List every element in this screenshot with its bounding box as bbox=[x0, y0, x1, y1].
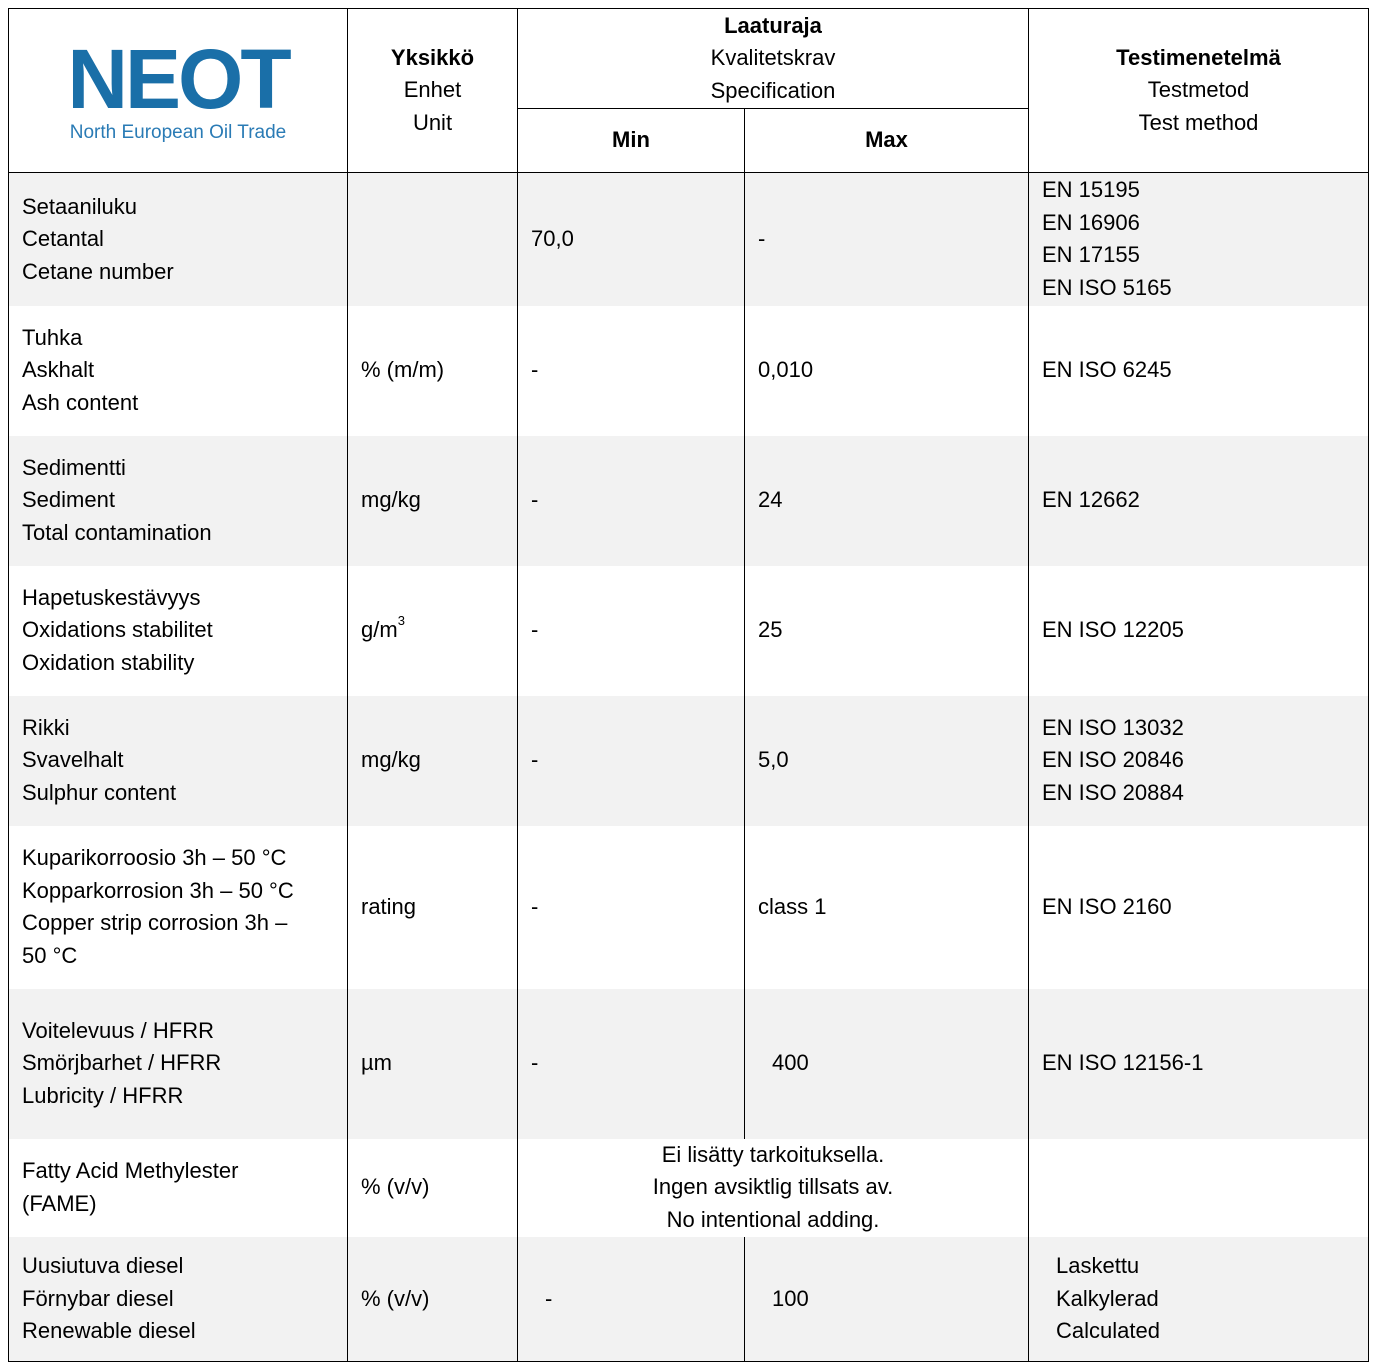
table-row bbox=[9, 1139, 1369, 1237]
specification-header bbox=[518, 9, 1029, 109]
table-row bbox=[9, 566, 1369, 696]
property-name-cell bbox=[9, 826, 348, 989]
cell-line: Förnybar diesel bbox=[22, 1285, 174, 1311]
cell-line: No intentional adding. bbox=[666, 1206, 880, 1232]
unit-value: g/m bbox=[361, 617, 398, 643]
max-cell: 100 bbox=[745, 1237, 1029, 1362]
table-row bbox=[9, 1237, 1369, 1362]
cell-line: Uusiutuva diesel bbox=[22, 1253, 184, 1278]
cell-line: EN 15195 bbox=[1042, 177, 1140, 203]
cell-line: EN 12662 bbox=[1042, 487, 1140, 513]
test-method-cell bbox=[1029, 826, 1369, 989]
property-name-cell bbox=[9, 173, 348, 306]
table-row bbox=[9, 696, 1369, 826]
unit-value: mg/kg bbox=[361, 747, 421, 773]
unit-cell bbox=[348, 436, 518, 566]
unit-cell bbox=[348, 826, 518, 989]
cell-line: Kopparkorrosion 3h – 50 °C bbox=[22, 877, 294, 903]
method-header-sv: Testmetod bbox=[1147, 77, 1250, 103]
unit-value: rating bbox=[361, 893, 417, 919]
logo-subtitle: North European Oil Trade bbox=[69, 121, 287, 143]
cell-line: Sulphur content bbox=[22, 779, 177, 805]
min-cell: - bbox=[518, 566, 745, 696]
cell-line: (FAME) bbox=[22, 1190, 97, 1216]
cell-line: EN ISO 12205 bbox=[1042, 617, 1184, 643]
cell-line: Kalkylerad bbox=[1056, 1285, 1159, 1311]
cell-line: 50 °C bbox=[22, 942, 78, 968]
cell-line: EN ISO 5165 bbox=[1042, 274, 1172, 300]
cell-line: Tuhka bbox=[22, 324, 83, 350]
max-cell: 25 bbox=[745, 566, 1029, 696]
min-cell: - bbox=[518, 696, 745, 826]
max-cell: 5,0 bbox=[745, 696, 1029, 826]
cell-line: Ingen avsiktlig tillsats av. bbox=[652, 1174, 894, 1200]
cell-line: Cetane number bbox=[22, 258, 174, 284]
unit-value: % (m/m) bbox=[361, 357, 445, 383]
cell-line: Rikki bbox=[22, 714, 70, 740]
unit-cell bbox=[348, 696, 518, 826]
unit-cell bbox=[348, 1237, 518, 1362]
cell-line: EN ISO 6245 bbox=[1042, 357, 1172, 383]
logo-wordmark: NEOT bbox=[67, 31, 289, 126]
max-cell: 24 bbox=[745, 436, 1029, 566]
unit-value: % (v/v) bbox=[361, 1174, 430, 1200]
max-cell: - bbox=[745, 173, 1029, 306]
test-method-cell bbox=[1029, 566, 1369, 696]
table-row bbox=[9, 306, 1369, 436]
table-row bbox=[9, 436, 1369, 566]
max-cell: 400 bbox=[745, 989, 1029, 1139]
cell-line: Lubricity / HFRR bbox=[22, 1082, 184, 1108]
test-method-cell bbox=[1029, 696, 1369, 826]
max-cell: class 1 bbox=[745, 826, 1029, 989]
cell-line: Copper strip corrosion 3h – bbox=[22, 910, 288, 935]
cell-line: Fatty Acid Methylester bbox=[22, 1158, 239, 1183]
cell-line: Sediment bbox=[22, 487, 115, 513]
cell-line: EN 17155 bbox=[1042, 242, 1140, 268]
table-body bbox=[9, 173, 1369, 1362]
test-method-cell bbox=[1029, 1237, 1369, 1362]
min-cell: - bbox=[518, 1237, 745, 1362]
method-header-fi: Testimenetelmä bbox=[1116, 44, 1281, 70]
spec-header-en: Specification bbox=[710, 77, 836, 103]
property-name-cell bbox=[9, 1139, 348, 1237]
merged-spec-cell bbox=[518, 1139, 1029, 1237]
cell-line: Oxidation stability bbox=[22, 649, 195, 675]
header-row-top bbox=[9, 9, 1369, 109]
cell-line: EN ISO 13032 bbox=[1042, 714, 1184, 740]
max-cell: 0,010 bbox=[745, 306, 1029, 436]
test-method-cell bbox=[1029, 1139, 1369, 1237]
table-row bbox=[9, 989, 1369, 1139]
cell-line: Smörjbarhet / HFRR bbox=[22, 1050, 222, 1076]
unit-header-sv: Enhet bbox=[403, 77, 462, 103]
unit-header bbox=[348, 9, 518, 173]
table-row bbox=[9, 826, 1369, 989]
cell-line: Askhalt bbox=[22, 357, 95, 383]
table-row bbox=[9, 173, 1369, 306]
unit-value: % (v/v) bbox=[361, 1285, 430, 1311]
cell-line: Kuparikorroosio 3h – 50 °C bbox=[22, 845, 287, 870]
test-method-header bbox=[1029, 9, 1369, 173]
cell-line: Hapetuskestävyys bbox=[22, 584, 201, 610]
cell-line: EN ISO 20846 bbox=[1042, 747, 1184, 773]
min-cell: - bbox=[518, 436, 745, 566]
min-cell: - bbox=[518, 989, 745, 1139]
cell-line: Cetantal bbox=[22, 226, 104, 251]
property-name-cell bbox=[9, 989, 348, 1139]
test-method-cell bbox=[1029, 306, 1369, 436]
min-cell: 70,0 bbox=[518, 173, 745, 306]
cell-line: Setaaniluku bbox=[22, 193, 137, 219]
unit-value: mg/kg bbox=[361, 487, 421, 513]
cell-line: Ash content bbox=[22, 389, 139, 415]
property-name-cell bbox=[9, 566, 348, 696]
cell-line: Calculated bbox=[1056, 1318, 1160, 1343]
unit-cell bbox=[348, 989, 518, 1139]
unit-cell bbox=[348, 1139, 518, 1237]
property-name-cell bbox=[9, 306, 348, 436]
cell-line: Total contamination bbox=[22, 519, 212, 545]
min-header: Min bbox=[518, 109, 745, 173]
cell-line: Voitelevuus / HFRR bbox=[22, 1017, 214, 1043]
property-name-cell bbox=[9, 436, 348, 566]
unit-cell bbox=[348, 566, 518, 696]
unit-value: µm bbox=[361, 1050, 393, 1076]
cell-line: Ei lisätty tarkoituksella. bbox=[661, 1141, 885, 1167]
unit-header-fi: Yksikkö bbox=[390, 44, 475, 70]
cell-line: Sedimentti bbox=[22, 454, 126, 480]
unit-cell bbox=[348, 306, 518, 436]
spec-header-fi: Laaturaja bbox=[724, 12, 822, 38]
unit-cell bbox=[348, 173, 518, 306]
test-method-cell bbox=[1029, 989, 1369, 1139]
cell-line: EN ISO 20884 bbox=[1042, 779, 1184, 805]
max-header: Max bbox=[745, 109, 1029, 173]
cell-line: Renewable diesel bbox=[22, 1318, 196, 1343]
spec-header-sv: Kvalitetskrav bbox=[710, 45, 836, 71]
cell-line: Svavelhalt bbox=[22, 747, 124, 773]
cell-line: Laskettu bbox=[1056, 1253, 1140, 1278]
property-name-cell bbox=[9, 696, 348, 826]
min-cell: - bbox=[518, 306, 745, 436]
cell-line: EN 16906 bbox=[1042, 209, 1140, 235]
cell-line: EN ISO 2160 bbox=[1042, 893, 1172, 919]
neot-logo bbox=[9, 9, 348, 173]
cell-line: EN ISO 12156-1 bbox=[1042, 1050, 1204, 1076]
test-method-cell bbox=[1029, 173, 1369, 306]
method-header-en: Test method bbox=[1138, 109, 1259, 135]
property-name-cell bbox=[9, 1237, 348, 1362]
min-cell: - bbox=[518, 826, 745, 989]
test-method-cell bbox=[1029, 436, 1369, 566]
cell-line: Oxidations stabilitet bbox=[22, 617, 213, 643]
unit-superscript: 3 bbox=[397, 613, 405, 629]
unit-header-en: Unit bbox=[412, 109, 453, 135]
specification-table bbox=[8, 8, 1369, 1362]
